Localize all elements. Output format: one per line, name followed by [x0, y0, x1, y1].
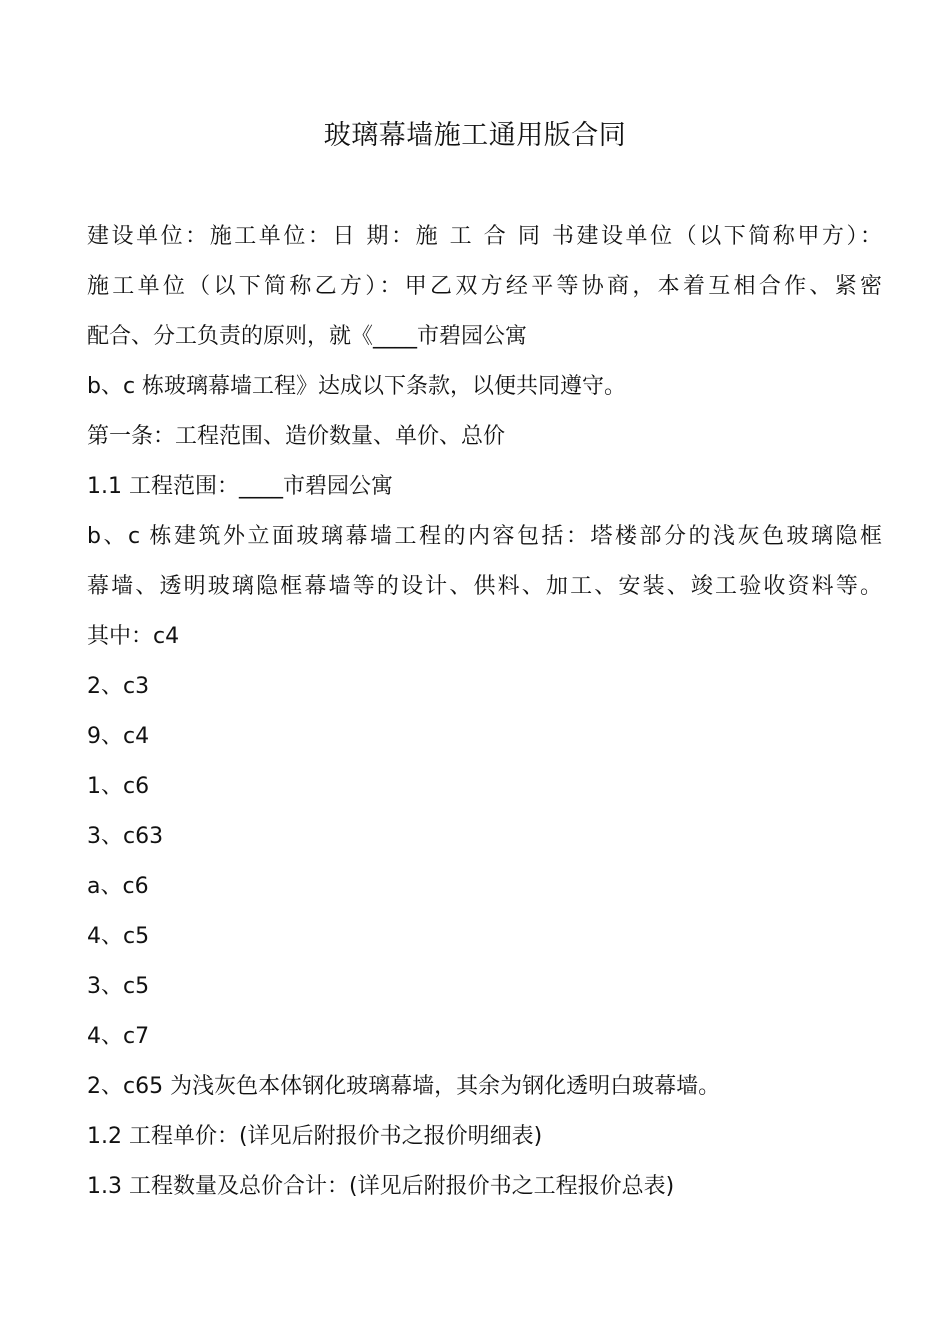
list-item: a、c6: [87, 874, 149, 899]
clause-1-1-content-line-2: 幕墙、透明玻璃隐框幕墙等的设计、供料、加工、安装、竣工验收资料等。: [87, 574, 882, 599]
section-heading-article-1: 第一条：工程范围、造价数量、单价、总价: [87, 424, 506, 449]
clause-1-1: 1.1 工程范围：____市碧园公寓: [87, 474, 393, 499]
list-item: 3、c63: [87, 824, 164, 849]
paragraph-line-1: 建设单位：施工单位：日 期：施 工 合 同 书建设单位（以下简称甲方）：: [87, 224, 882, 249]
paragraph-line-3: 配合、分工负责的原则，就《____市碧园公寓: [87, 324, 528, 349]
list-item: 其中：c4: [87, 624, 180, 649]
document-title: 玻璃幕墙施工通用版合同: [323, 120, 627, 151]
document-body: [87, 214, 882, 1214]
list-item: 9、c4: [87, 724, 150, 749]
list-item: 1、c6: [87, 774, 150, 799]
list-item: 2、c3: [87, 674, 150, 699]
clause-1-1-content-line-1: b、c 栋建筑外立面玻璃幕墙工程的内容包括：塔楼部分的浅灰色玻璃隐框: [87, 524, 882, 549]
paragraph-line-2: 施工单位（以下简称乙方）：甲乙双方经平等协商，本着互相合作、紧密: [87, 274, 882, 299]
list-item: 3、c5: [87, 974, 150, 999]
list-item: 2、c65 为浅灰色本体钢化玻璃幕墙，其余为钢化透明白玻幕墙。: [87, 1074, 721, 1099]
clause-1-3: 1.3 工程数量及总价合计：(详见后附报价书之工程报价总表): [87, 1174, 675, 1199]
clause-1-2: 1.2 工程单价：(详见后附报价书之报价明细表): [87, 1124, 543, 1149]
list-item: 4、c5: [87, 924, 150, 949]
list-item: 4、c7: [87, 1024, 150, 1049]
paragraph-line-4: b、c 栋玻璃幕墙工程》达成以下条款，以便共同遵守。: [87, 374, 627, 399]
